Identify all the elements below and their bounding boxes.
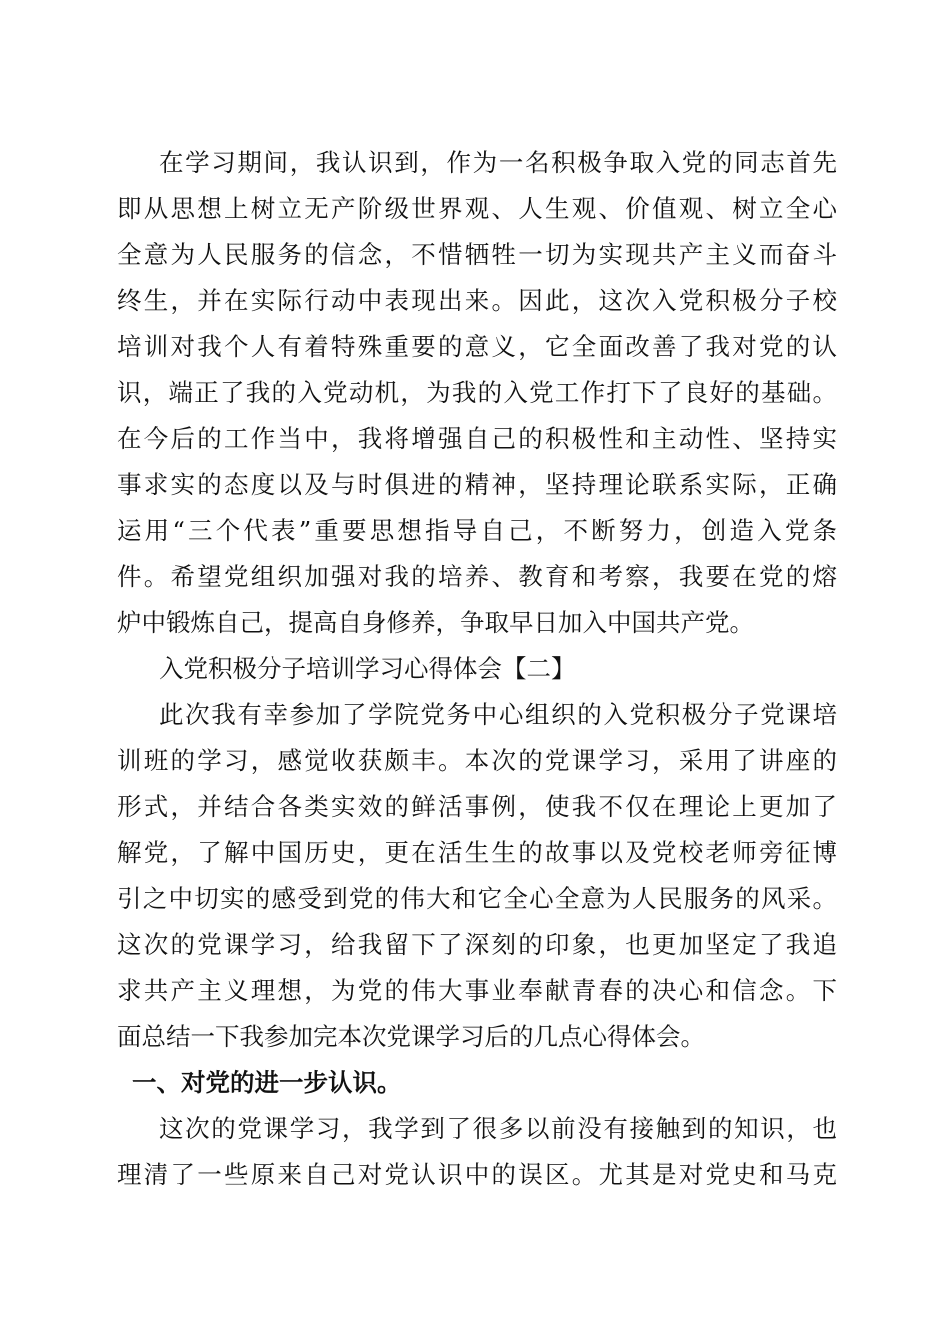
paragraph-line: 终生，并在实际行动中表现出来。因此，这次入党积极分子校 [117, 286, 837, 315]
paragraph-line: 运用“三个代表”重要思想指导自己，不断努力，创造入党条 [117, 516, 837, 545]
paragraph-line: 这次的党课学习，给我留下了深刻的印象，也更加坚定了我追 [117, 930, 837, 959]
paragraph-line: 这次的党课学习，我学到了很多以前没有接触到的知识，也 [159, 1114, 837, 1143]
paragraph-line: 炉中锻炼自己，提高自身修养，争取早日加入中国共产党。 [117, 608, 754, 637]
paragraph-line: 全意为人民服务的信念，不惜牺牲一切为实现共产主义而奋斗 [117, 240, 837, 269]
section-subtitle: 入党积极分子培训学习心得体会【二】 [159, 654, 576, 683]
paragraph-line: 训班的学习，感觉收获颇丰。本次的党课学习，采用了讲座的 [117, 746, 837, 775]
paragraph-line: 即从思想上树立无产阶级世界观、人生观、价值观、树立全心 [117, 194, 837, 223]
paragraph-line: 形式，并结合各类实效的鲜活事例，使我不仅在理论上更加了 [117, 792, 837, 821]
paragraph-line: 理清了一些原来自己对党认识中的误区。尤其是对党史和马克 [117, 1160, 837, 1189]
paragraph-line: 面总结一下我参加完本次党课学习后的几点心得体会。 [117, 1022, 705, 1051]
paragraph-line: 事求实的态度以及与时俱进的精神，坚持理论联系实际，正确 [117, 470, 837, 499]
paragraph-line: 引之中切实的感受到党的伟大和它全心全意为人民服务的风采。 [117, 884, 837, 913]
paragraph-line: 件。希望党组织加强对我的培养、教育和考察，我要在党的熔 [117, 562, 837, 591]
paragraph-line: 求共产主义理想，为党的伟大事业奉献青春的决心和信念。下 [117, 976, 837, 1005]
paragraph-line: 解党，了解中国历史，更在活生生的故事以及党校老师旁征博 [117, 838, 837, 867]
paragraph-line: 培训对我个人有着特殊重要的意义，它全面改善了我对党的认 [117, 332, 837, 361]
paragraph-line: 识，端正了我的入党动机，为我的入党工作打下了良好的基础。 [117, 378, 837, 407]
paragraph-line: 此次我有幸参加了学院党务中心组织的入党积极分子党课培 [159, 700, 837, 729]
paragraph-line: 在学习期间，我认识到，作为一名积极争取入党的同志首先 [159, 148, 837, 177]
paragraph-line: 在今后的工作当中，我将增强自己的积极性和主动性、坚持实 [117, 424, 837, 453]
section-heading: 一、对党的进一步认识。 [132, 1068, 402, 1097]
